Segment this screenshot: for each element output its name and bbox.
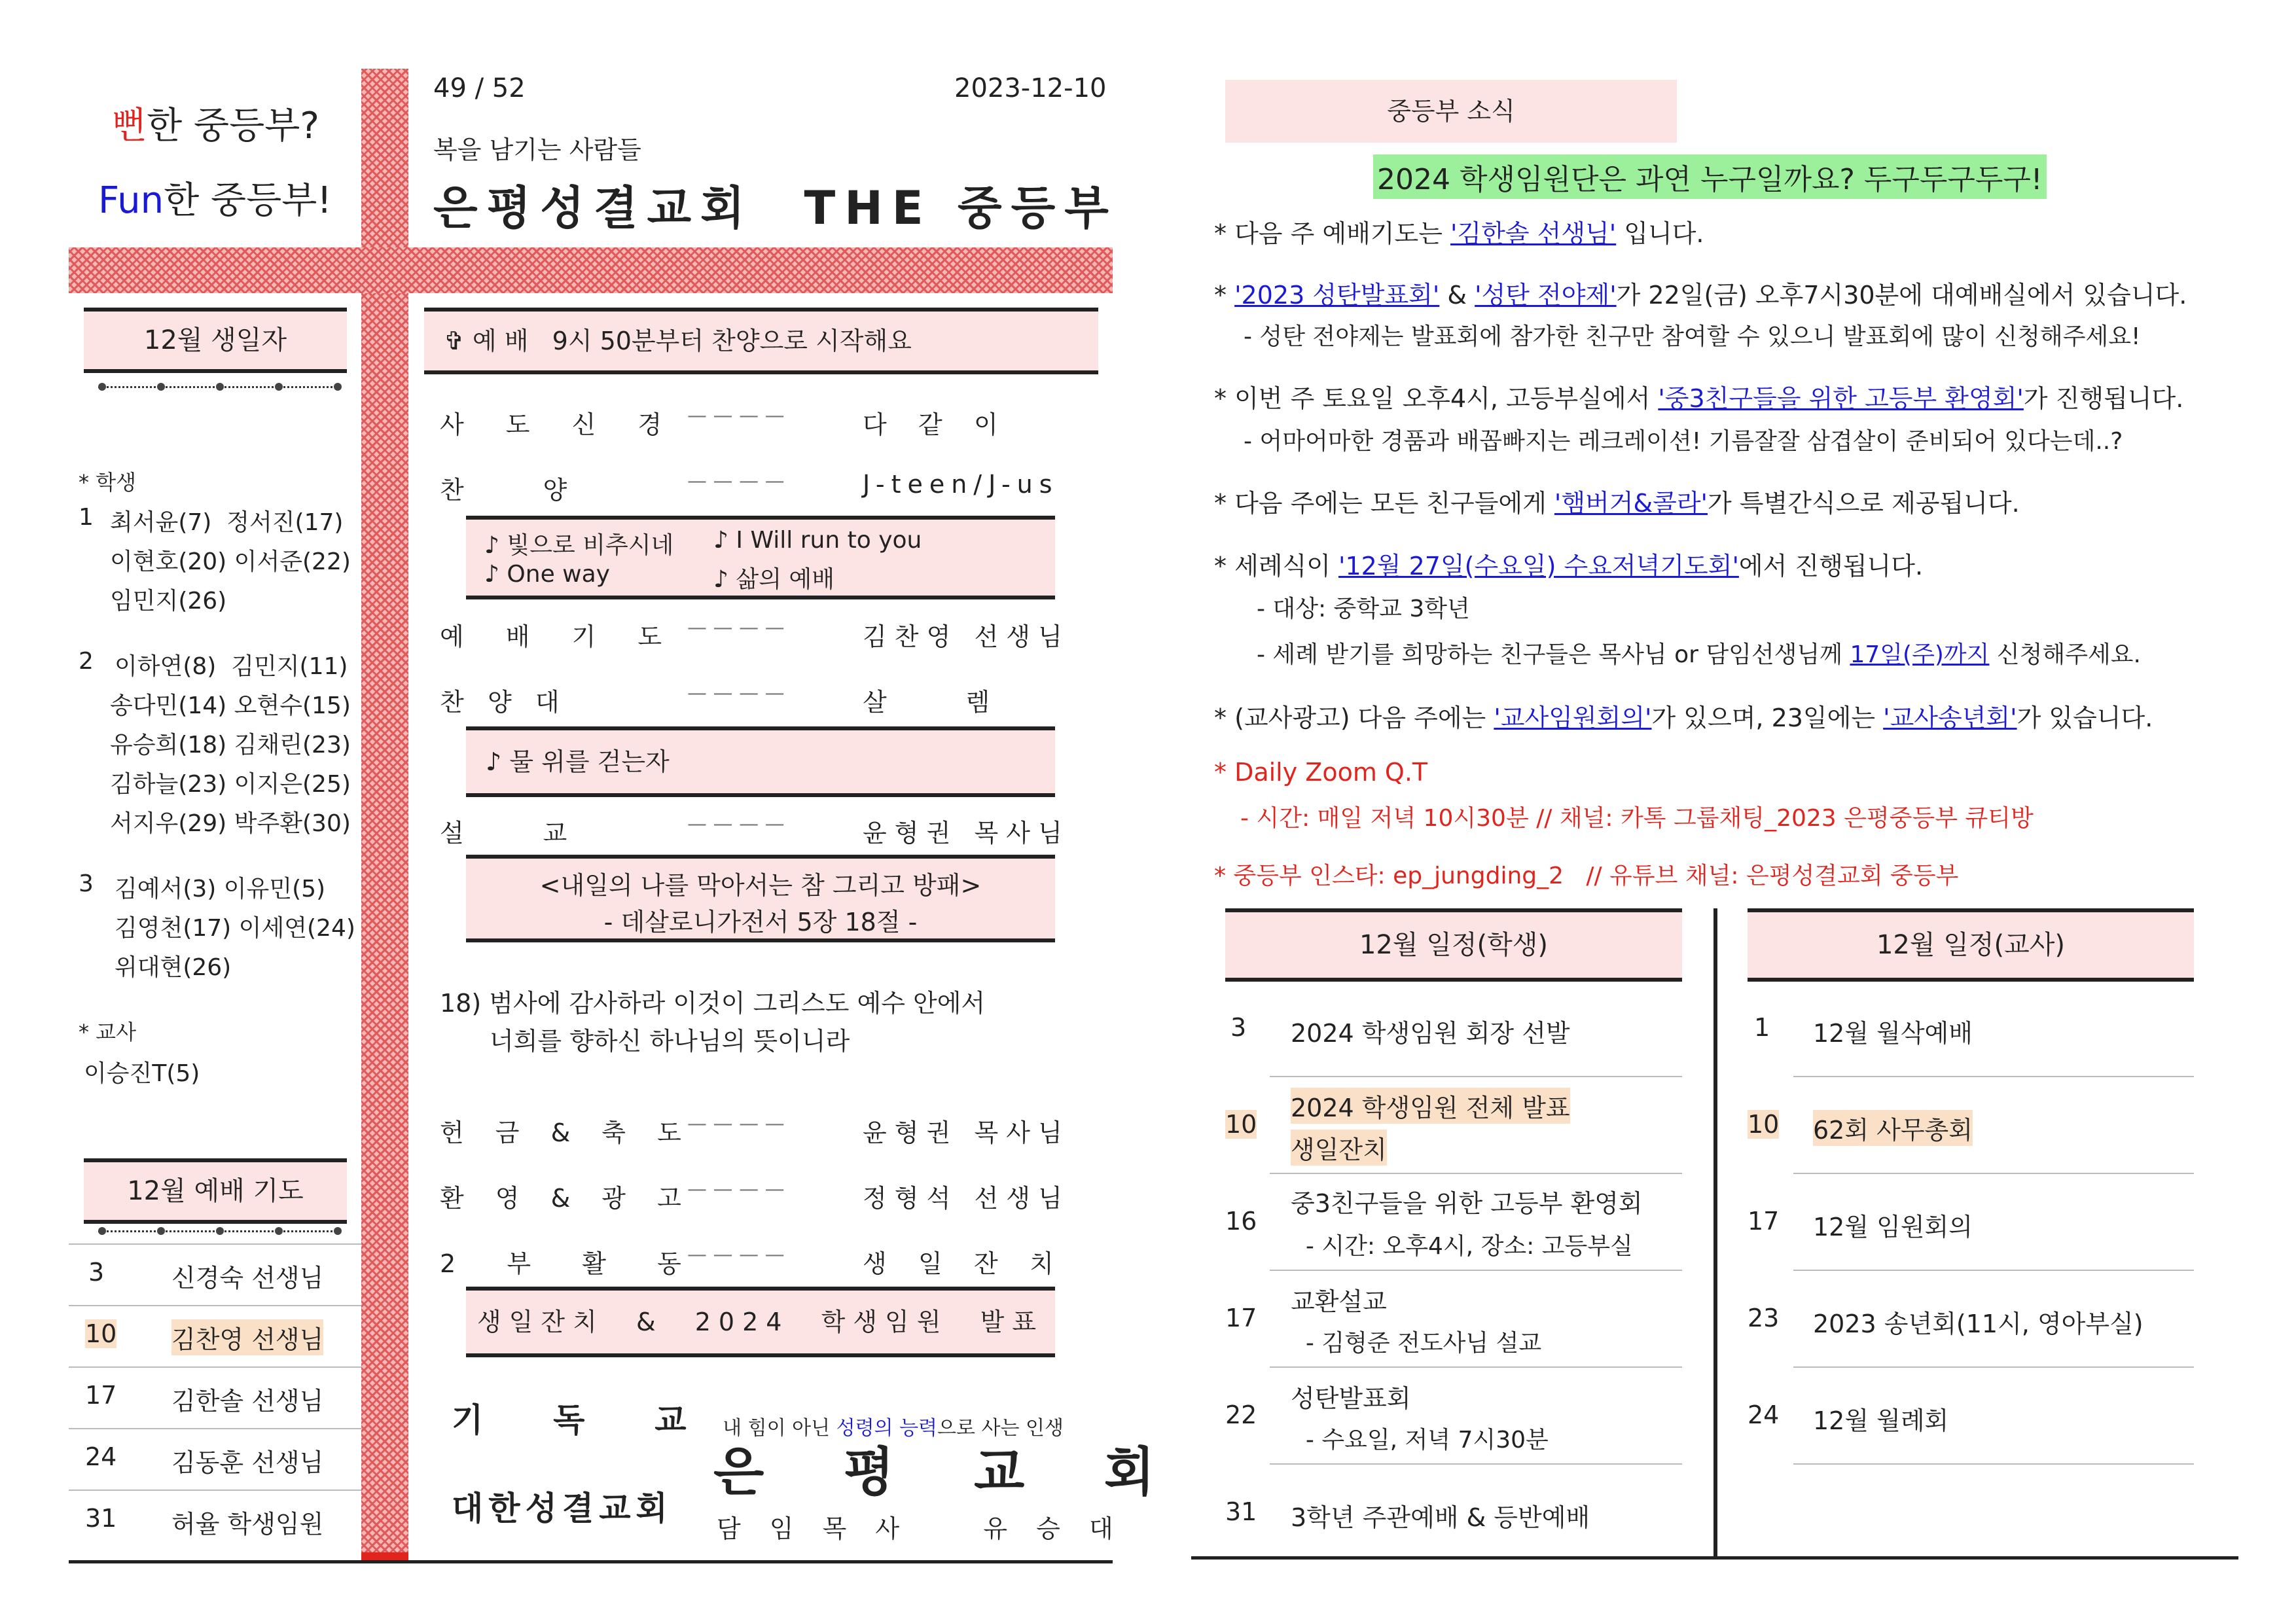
teacher-schedule-event: 12월 임원회의 xyxy=(1813,1213,1973,1241)
song-title: ♪ I Will run to you xyxy=(713,527,922,554)
schedule-row-line xyxy=(1793,1366,2194,1368)
sermon-label: 설 교 xyxy=(440,819,567,847)
birthday-line: 임민지(26) xyxy=(110,588,227,615)
student-schedule-heading: 12월 일정(학생) xyxy=(1225,912,1682,978)
schedule-row-line xyxy=(1270,1463,1682,1465)
teacher-schedule-date: 10 xyxy=(1748,1110,1780,1139)
teacher-schedule-event: 62회 사무총회 xyxy=(1813,1110,1973,1146)
dash: — — — — xyxy=(687,404,785,427)
schedule-event: 중3친구들을 위한 고등부 환영회 xyxy=(1291,1189,1643,1218)
schedule-event: 2024 학생임원 회장 선발 xyxy=(1291,1019,1570,1048)
choir-label: 찬 양 대 xyxy=(440,688,560,717)
prayer-label: 예 배 기 도 xyxy=(440,622,679,651)
praise-value: J-teen/J-us xyxy=(863,470,1059,499)
news-subitem: - 어마어마한 경품과 배꼽빠지는 레크레이션! 기름잘잘 삼겹살이 준비되어 있다는데..? xyxy=(1244,428,2123,455)
sermon-reference: - 데살로니가전서 5장 18절 - xyxy=(603,908,918,936)
teacher-schedule-event: 12월 월례회 xyxy=(1813,1406,1949,1435)
teacher-schedule-date: 23 xyxy=(1748,1304,1780,1332)
schedule-divider xyxy=(1713,908,1717,1556)
schedule-event: 교환설교 xyxy=(1291,1287,1387,1316)
teacher-label: * 교사 xyxy=(79,1020,136,1044)
divider-dot xyxy=(157,383,165,391)
praise-label: 찬 양 xyxy=(440,476,567,505)
schedule-date: 31 xyxy=(1225,1497,1257,1526)
prayer-row-line xyxy=(69,1489,361,1491)
birthday-line: 이현호(20) 이서준(22) xyxy=(110,548,351,575)
news-headline: 2024 학생임원단은 과연 누구일까요? 두구두구두구! xyxy=(1373,154,2047,199)
news-item: * 다음 주 예배기도는 '김한솔 선생님' 입니다. xyxy=(1214,219,1704,248)
birthday-line: 서지우(29) 박주환(30) xyxy=(110,810,351,837)
birthday-heading: 12월 생일자 xyxy=(84,312,347,369)
news-item: * 다음 주에는 모든 친구들에게 '햄버거&콜라'가 특별간식으로 제공됩니다. xyxy=(1214,489,2020,518)
birthday-line: 김영천(17) 이세연(24) xyxy=(115,915,355,942)
news-item: * 세례식이 '12월 27일(수요일) 수요저녁기도회'에서 진행됩니다. xyxy=(1214,552,1924,580)
divider-dot xyxy=(334,383,342,391)
divider-dot xyxy=(98,1227,106,1235)
student-label: * 학생 xyxy=(79,470,136,495)
prayer-date: 17 xyxy=(85,1381,117,1410)
teacher-schedule-event: 2023 송년회(11시, 영아부실) xyxy=(1813,1310,2144,1338)
dash: — — — — xyxy=(687,682,785,705)
tagline-2: Fun한 중등부! xyxy=(98,179,332,222)
prayer-date: 24 xyxy=(85,1442,117,1471)
divider-dot xyxy=(334,1227,342,1235)
divider-dot xyxy=(157,1227,165,1235)
dash: — — — — xyxy=(687,1113,785,1135)
birthday-line: 김하늘(23) 이지은(25) xyxy=(110,771,351,798)
prayer-heading-rule xyxy=(84,1220,347,1224)
teacher-schedule-date: 1 xyxy=(1754,1013,1770,1042)
prayer-name: 허율 학생임원 xyxy=(171,1510,324,1539)
news-subitem: - 세례 받기를 희망하는 친구들은 목사님 or 담임선생님께 17일(주)까지 신청해주세요. xyxy=(1257,641,2141,668)
dash: — — — — xyxy=(687,813,785,836)
prayer-row-line xyxy=(69,1243,361,1245)
cross-base xyxy=(361,1552,408,1560)
church-name: 은 평 교 회 xyxy=(713,1442,1170,1503)
welcome-value: 정 형 석 선 생 님 xyxy=(863,1184,1062,1213)
bible-verse: 너희를 향하신 하나님의 뜻이니라 xyxy=(490,1027,850,1056)
news-subitem: - 대상: 중학교 3학년 xyxy=(1257,596,1470,622)
church-motto: 내 힘이 아닌 성령의 능력으로 사는 인생 xyxy=(723,1417,1064,1440)
schedule-event: 성탄발표회 xyxy=(1291,1384,1411,1413)
right-bottom-rule xyxy=(1191,1556,2238,1560)
sermon-bottom-rule xyxy=(466,938,1055,942)
subtitle: 복을 남기는 사람들 xyxy=(433,135,641,164)
sermon-title: <내일의 나를 막아서는 참 그리고 방패> xyxy=(539,871,982,900)
group-2-num: 2 xyxy=(79,648,94,675)
sermon-value: 윤 형 권 목 사 님 xyxy=(863,819,1062,847)
schedule-event: 2024 학생임원 전체 발표 xyxy=(1291,1088,1570,1124)
news-tab: 중등부 소식 xyxy=(1225,80,1677,143)
creed-value: 다 같 이 xyxy=(863,410,998,439)
page-number: 49 / 52 xyxy=(433,73,526,103)
schedule-row-line xyxy=(1793,1076,2194,1077)
schedule-date: 17 xyxy=(1225,1304,1257,1332)
divider-dot xyxy=(216,383,224,391)
student-schedule-heading-rule xyxy=(1225,978,1682,982)
part2-value: 생 일 잔 치 xyxy=(863,1249,1054,1278)
dash: — — — — xyxy=(687,616,785,639)
schedule-date: 10 xyxy=(1225,1110,1257,1139)
prayer-name: 김한솔 선생님 xyxy=(171,1387,324,1416)
schedule-row-line xyxy=(1270,1076,1682,1077)
news-subitem: - 시간: 매일 저녁 10시30분 // 채널: 카톡 그룹채팅_2023 은평중등부 큐티방 xyxy=(1240,805,2034,832)
news-subitem: - 성탄 전야제는 발표회에 참가한 친구만 참여할 수 있으니 발표회에 많이 신청해주세요! xyxy=(1244,323,2141,350)
teacher-schedule-heading: 12월 일정(교사) xyxy=(1748,912,2194,978)
news-item: * (교사광고) 다음 주에는 '교사임원회의'가 있으며, 23일에는 '교사송년회'가 있습니다. xyxy=(1214,704,2153,732)
worship-header-rule xyxy=(424,370,1098,374)
schedule-event: - 김형준 전도사님 설교 xyxy=(1291,1330,1542,1357)
schedule-row-line xyxy=(1793,1463,2194,1465)
cross-horizontal-bar xyxy=(69,247,1113,293)
prayer-name: 김찬영 선생님 xyxy=(171,1319,323,1355)
part2-bottom-rule xyxy=(466,1353,1055,1357)
news-item: * 중등부 인스타: ep_jungding_2 // 유튜브 채널: 은평성결교회 중등부 xyxy=(1214,863,1959,889)
choir-bottom-rule xyxy=(466,793,1055,797)
prayer-name: 신경숙 선생님 xyxy=(171,1264,324,1293)
song-title: ♪ 삶의 예배 xyxy=(713,566,834,593)
group-3-num: 3 xyxy=(79,870,94,897)
denomination-line-2: 대한성결교회 xyxy=(452,1489,673,1527)
worship-header: ✞ 예 배 9시 50분부터 찬양으로 시작해요 xyxy=(424,312,1098,370)
pastor-line: 담 임 목 사 유 승 대 xyxy=(717,1514,1124,1543)
schedule-date: 22 xyxy=(1225,1400,1257,1429)
birthday-line: 유승희(18) 김채린(23) xyxy=(110,732,351,758)
offering-label: 헌 금 & 축 도 xyxy=(440,1118,693,1147)
news-item: * Daily Zoom Q.T xyxy=(1214,758,1428,787)
schedule-event: - 시간: 오후4시, 장소: 고등부실 xyxy=(1291,1233,1633,1260)
schedule-row-line xyxy=(1270,1270,1682,1271)
prayer-value: 김 찬 영 선 생 님 xyxy=(863,622,1062,651)
schedule-row-line xyxy=(1270,1173,1682,1174)
prayer-name: 김동훈 선생님 xyxy=(171,1448,324,1477)
choir-song-box: ♪ 물 위를 걷는자 xyxy=(466,730,1055,793)
dash: — — — — xyxy=(687,1243,785,1266)
birthday-line: 최서윤(7) 정서진(17) xyxy=(110,509,344,536)
page-title: 은평성결교회 THE 중등부 xyxy=(433,181,1118,235)
schedule-date: 16 xyxy=(1225,1207,1257,1236)
songs-bottom-rule xyxy=(466,596,1055,599)
teacher-schedule-heading-rule xyxy=(1748,978,2194,982)
issue-date: 2023-12-10 xyxy=(954,73,1107,103)
part2-label: 2 부 활 동 xyxy=(440,1249,693,1278)
prayer-heading: 12월 예배 기도 xyxy=(84,1162,347,1220)
offering-value: 윤 형 권 목 사 님 xyxy=(863,1118,1062,1147)
teacher-schedule-date: 17 xyxy=(1748,1207,1780,1236)
divider-dot xyxy=(216,1227,224,1235)
divider-dot xyxy=(275,383,283,391)
birthday-line: 이하연(8) 김민지(11) xyxy=(115,653,348,680)
birthday-line: 김예서(3) 이유민(5) xyxy=(115,876,326,902)
schedule-row-line xyxy=(1270,1366,1682,1368)
schedule-row-line xyxy=(1793,1173,2194,1174)
song-title: ♪ One way xyxy=(484,561,610,588)
news-item: * '2023 성탄발표회' & '성탄 전야제'가 22일(금) 오후7시30분에 대예배실에서 있습니다. xyxy=(1214,281,2187,310)
song-title: ♪ 빛으로 비추시네 xyxy=(484,532,674,559)
prayer-date: 10 xyxy=(85,1319,117,1348)
schedule-event: 생일잔치 xyxy=(1291,1130,1387,1166)
prayer-row-line xyxy=(69,1366,361,1368)
bible-verse: 18) 범사에 감사하라 이것이 그리스도 예수 안에서 xyxy=(440,989,986,1018)
dash: — — — — xyxy=(687,1178,785,1201)
divider-dot xyxy=(98,383,106,391)
teacher-schedule-date: 24 xyxy=(1748,1400,1780,1429)
tagline-1: 뻔한 중등부? xyxy=(111,105,320,147)
birthday-line: 송다민(14) 오현수(15) xyxy=(110,692,351,719)
dash: — — — — xyxy=(687,470,785,493)
prayer-row-line xyxy=(69,1305,361,1306)
schedule-event: - 수요일, 저녁 7시30분 xyxy=(1291,1427,1549,1454)
schedule-event: 3학년 주관예배 & 등반예배 xyxy=(1291,1503,1590,1532)
group-1-num: 1 xyxy=(79,504,94,531)
prayer-row-line xyxy=(69,1428,361,1429)
teacher-schedule-event: 12월 월삭예배 xyxy=(1813,1019,1973,1048)
denomination-line-1: 기 독 교 xyxy=(452,1401,702,1439)
news-item: * 이번 주 토요일 오후4시, 고등부실에서 '중3친구들을 위한 고등부 환영회'가 진행됩니다. xyxy=(1214,384,2184,413)
schedule-date: 3 xyxy=(1230,1013,1247,1042)
divider-dot xyxy=(275,1227,283,1235)
left-bottom-rule xyxy=(69,1560,1113,1563)
creed-label: 사 도 신 경 xyxy=(440,410,679,439)
teacher-birthday: 이승진T(5) xyxy=(84,1060,200,1087)
welcome-label: 환 영 & 광 고 xyxy=(440,1184,693,1213)
schedule-row-line xyxy=(1793,1270,2194,1271)
birthday-line: 위대현(26) xyxy=(115,954,232,981)
birthday-heading-rule xyxy=(84,369,347,373)
prayer-date: 31 xyxy=(85,1504,117,1533)
part2-box: 생일잔치 & 2024 학생임원 발표 xyxy=(466,1291,1055,1353)
choir-value: 살 렘 xyxy=(863,688,990,717)
prayer-date: 3 xyxy=(88,1258,105,1287)
